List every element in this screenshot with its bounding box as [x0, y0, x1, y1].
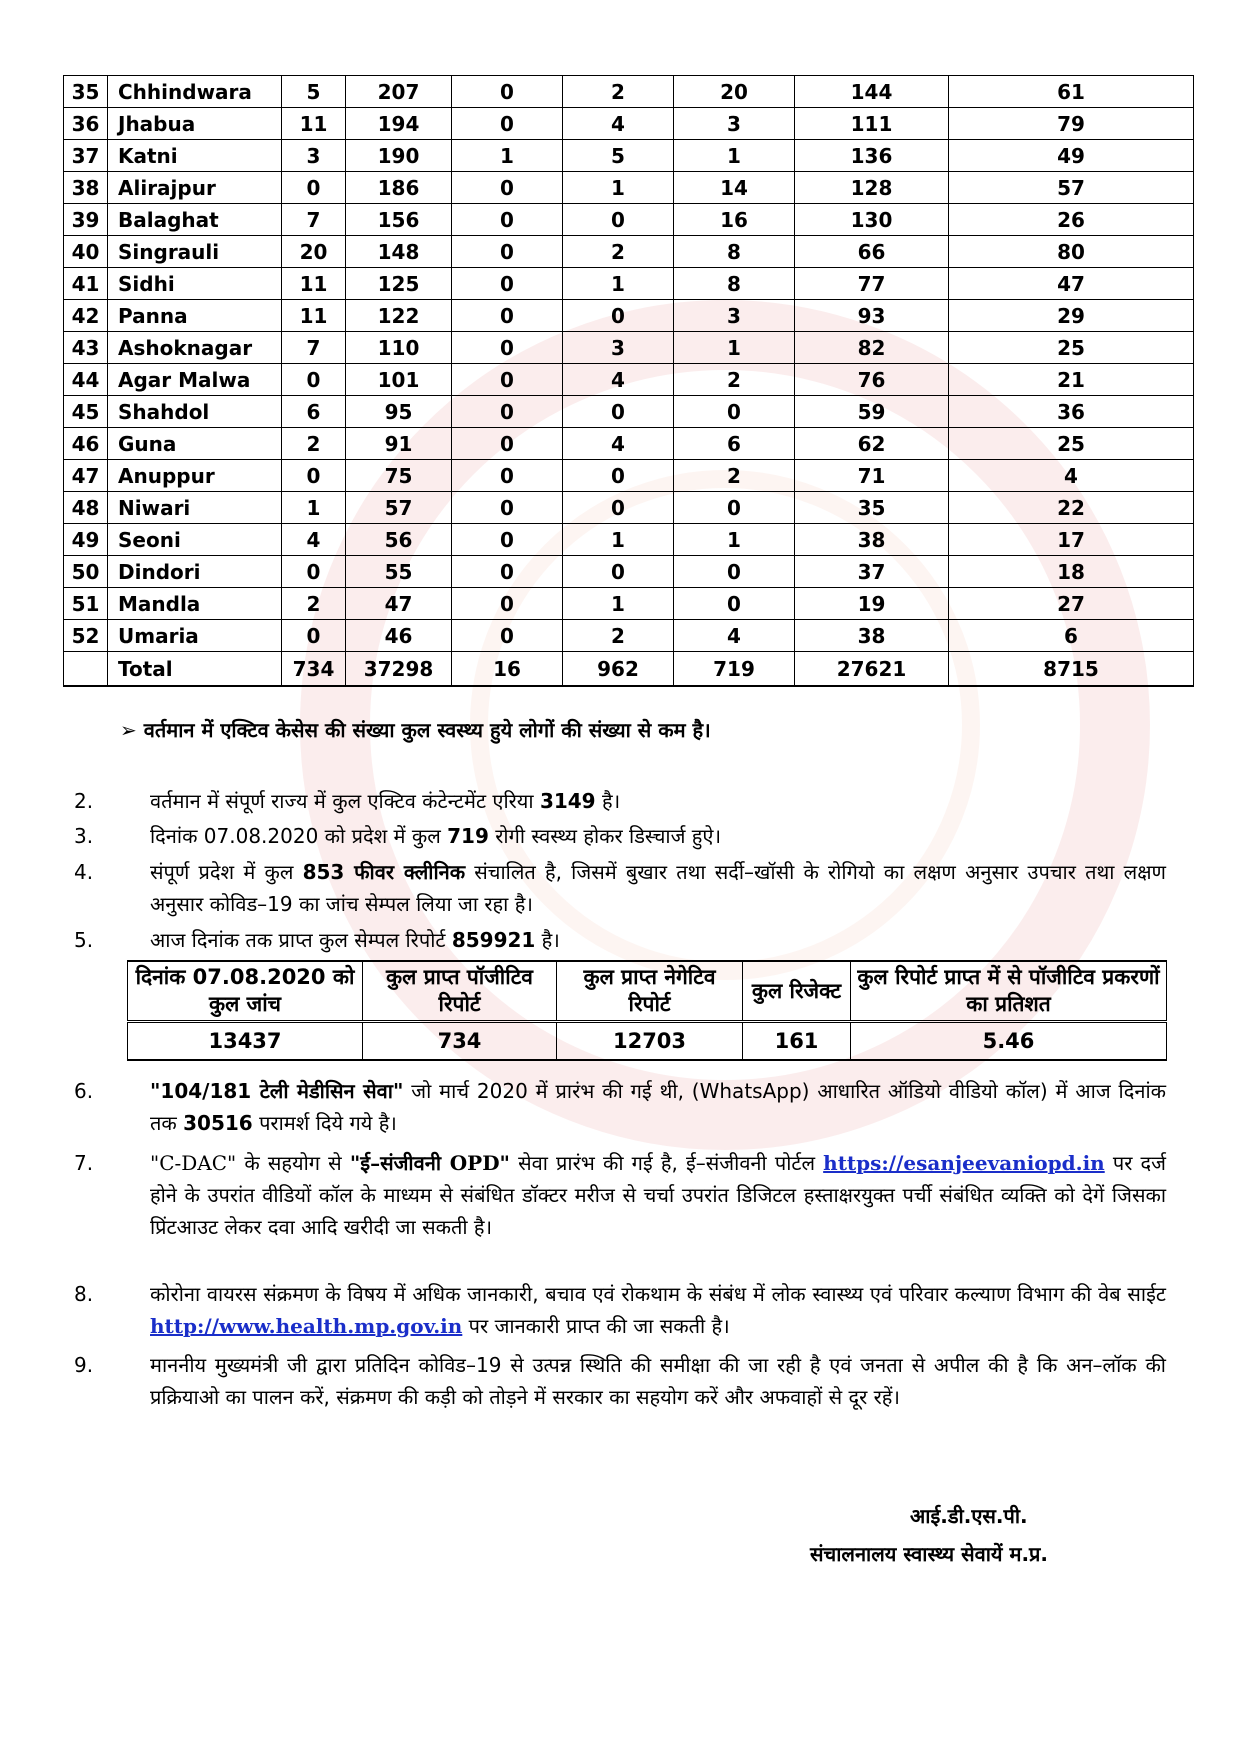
serial-cell: 38 [64, 172, 108, 204]
table-row [64, 76, 1194, 108]
serial-cell: 51 [64, 588, 108, 620]
value-cell: 26 [949, 204, 1194, 236]
serial-cell: 42 [64, 300, 108, 332]
item-text: परामर्श दिये गये है। [252, 1111, 397, 1135]
item-7 [74, 1147, 1174, 1243]
table-row [64, 236, 1194, 268]
item-text: पर दर्ज होने के उपरांत वीडियों कॉल के माध्यम से संबंधित डॉक्टर मरीज से चर्चा उपरांत डिजिटल हस्ताक्षरयुक्त पर्ची संबंधित व्यक्ति को देगें जिसका प्रिंटआउट लेकर दवा आदि खरीदी जा सकती है। [150, 1151, 1166, 1239]
value-cell: 0 [452, 268, 563, 300]
value-cell: 0 [452, 588, 563, 620]
value-cell: 128 [795, 172, 949, 204]
item-8 [74, 1278, 1174, 1342]
item-number: 3. [74, 824, 94, 848]
value-cell: 0 [452, 332, 563, 364]
sample-report-count: 859921 [451, 928, 536, 952]
district-cell: Chhindwara [108, 76, 282, 108]
value-cell: 79 [949, 108, 1194, 140]
value-cell: 71 [795, 460, 949, 492]
value-cell: 0 [674, 492, 795, 524]
item-9 [74, 1349, 1174, 1413]
district-cell: Ashoknagar [108, 332, 282, 364]
item-number: 2. [74, 789, 94, 813]
header-total-tests: दिनांक 07.08.2020 को कुल जांच [128, 961, 363, 1022]
value-cell: 6 [949, 620, 1194, 652]
value-cell: 25 [949, 428, 1194, 460]
value-cell: 0 [452, 460, 563, 492]
value-cell: 0 [452, 524, 563, 556]
cdac-name: "C-DAC" [150, 1151, 237, 1175]
value-cell: 59 [795, 396, 949, 428]
value-cell: 57 [346, 492, 452, 524]
value-cell: 16 [674, 204, 795, 236]
item-number: 9. [74, 1353, 94, 1377]
item-number: 5. [74, 928, 94, 952]
value-rejected: 161 [743, 1022, 851, 1061]
table-row [64, 300, 1194, 332]
value-cell: 0 [563, 300, 674, 332]
value-cell: 37298 [346, 652, 452, 687]
value-cell: 3 [674, 300, 795, 332]
value-cell: 46 [346, 620, 452, 652]
item-text: जो मार्च 2020 में प्रारंभ की गई थी, (WhatsApp) आधारित ऑडियो वीडियो कॉल) में आज दिनांक तक [150, 1079, 1166, 1135]
value-cell: 0 [674, 556, 795, 588]
district-cell: Niwari [108, 492, 282, 524]
value-cell: 0 [452, 172, 563, 204]
value-cell: 4 [674, 620, 795, 652]
serial-cell [64, 652, 108, 687]
serial-cell: 37 [64, 140, 108, 172]
item-text: माननीय मुख्यमंत्री जी द्वारा प्रतिदिन कोविड–19 से उत्पन्न स्थिति की समीक्षा की जा रही है एवं जनता से अपील की है कि अन–लॉक की प्रक्रियाओ का पालन करें, संक्रमण की कड़ी को तोड़ने में सरकार का सहयोग करें और अफवाहों से दूर रहें। [150, 1353, 1166, 1409]
value-cell: 1 [563, 172, 674, 204]
serial-cell: 47 [64, 460, 108, 492]
value-cell: 110 [346, 332, 452, 364]
value-cell: 111 [795, 108, 949, 140]
header-positive: कुल प्राप्त पॉजीटिव रिपोर्ट [363, 961, 557, 1022]
value-cell: 21 [949, 364, 1194, 396]
value-cell: 0 [282, 620, 346, 652]
signature-line-2: संचालनालय स्वास्थ्य सेवायें म.प्र. [810, 1542, 1049, 1566]
district-cell: Agar Malwa [108, 364, 282, 396]
value-cell: 20 [674, 76, 795, 108]
value-cell: 14 [674, 172, 795, 204]
value-cell: 186 [346, 172, 452, 204]
value-cell: 4 [563, 108, 674, 140]
value-cell: 11 [282, 300, 346, 332]
value-cell: 80 [949, 236, 1194, 268]
value-cell: 7 [282, 204, 346, 236]
item-number: 7. [74, 1151, 94, 1175]
item-5 [74, 924, 1174, 956]
value-cell: 20 [282, 236, 346, 268]
district-cell: Dindori [108, 556, 282, 588]
telemedicine-name: "104/181 टेली मेडीसिन सेवा" [150, 1079, 404, 1103]
serial-cell: 50 [64, 556, 108, 588]
value-cell: 136 [795, 140, 949, 172]
district-cell: Guna [108, 428, 282, 460]
district-table [63, 75, 1194, 687]
value-cell: 125 [346, 268, 452, 300]
value-cell: 0 [563, 492, 674, 524]
value-cell: 11 [282, 108, 346, 140]
value-cell: 93 [795, 300, 949, 332]
total-row [64, 652, 1194, 687]
value-cell: 2 [674, 460, 795, 492]
item-4 [74, 856, 1174, 920]
district-cell: Umaria [108, 620, 282, 652]
value-cell: 0 [282, 460, 346, 492]
value-cell: 18 [949, 556, 1194, 588]
item-number: 4. [74, 860, 94, 884]
value-cell: 4 [282, 524, 346, 556]
value-cell: 2 [674, 364, 795, 396]
value-cell: 0 [282, 172, 346, 204]
value-cell: 62 [795, 428, 949, 460]
serial-cell: 52 [64, 620, 108, 652]
district-cell: Katni [108, 140, 282, 172]
value-cell: 0 [452, 396, 563, 428]
serial-cell: 48 [64, 492, 108, 524]
signature-line-1: आई.डी.एस.पी. [910, 1504, 1028, 1528]
value-cell: 0 [452, 556, 563, 588]
value-cell: 0 [452, 364, 563, 396]
value-cell: 4 [949, 460, 1194, 492]
value-cell: 2 [282, 428, 346, 460]
table-row [64, 332, 1194, 364]
value-cell: 130 [795, 204, 949, 236]
esanjeevani-name: "ई–संजीवनी OPD" [349, 1151, 510, 1175]
value-cell: 47 [949, 268, 1194, 300]
district-cell: Singrauli [108, 236, 282, 268]
value-cell: 4 [563, 364, 674, 396]
value-cell: 0 [563, 460, 674, 492]
table-row [64, 460, 1194, 492]
value-cell: 8 [674, 268, 795, 300]
value-cell: 0 [452, 428, 563, 460]
district-cell: Sidhi [108, 268, 282, 300]
value-cell: 57 [949, 172, 1194, 204]
value-cell: 2 [563, 236, 674, 268]
value-cell: 122 [346, 300, 452, 332]
district-cell: Panna [108, 300, 282, 332]
value-cell: 0 [452, 204, 563, 236]
value-cell: 17 [949, 524, 1194, 556]
value-cell: 7 [282, 332, 346, 364]
value-positive: 734 [363, 1022, 557, 1061]
consultation-count: 30516 [183, 1111, 253, 1135]
value-cell: 55 [346, 556, 452, 588]
value-cell: 0 [452, 108, 563, 140]
value-cell: 8715 [949, 652, 1194, 687]
district-cell: Balaghat [108, 204, 282, 236]
value-cell: 962 [563, 652, 674, 687]
value-cell: 101 [346, 364, 452, 396]
value-cell: 38 [795, 524, 949, 556]
serial-cell: 45 [64, 396, 108, 428]
value-cell: 0 [563, 556, 674, 588]
value-cell: 49 [949, 140, 1194, 172]
header-negative: कुल प्राप्त नेगेटिव रिपोर्ट [557, 961, 743, 1022]
table-row [64, 620, 1194, 652]
value-cell: 8 [674, 236, 795, 268]
table-row [64, 396, 1194, 428]
value-cell: 22 [949, 492, 1194, 524]
district-cell: Alirajpur [108, 172, 282, 204]
item-text: पर जानकारी प्राप्त की जा सकती है। [462, 1314, 730, 1338]
item-text: सेवा प्रारंभ की गई है, ई–संजीवनी पोर्टल [509, 1151, 824, 1175]
table-row [64, 108, 1194, 140]
value-cell: 19 [795, 588, 949, 620]
value-cell: 0 [452, 236, 563, 268]
value-cell: 27621 [795, 652, 949, 687]
discharged-count: 719 [447, 824, 489, 848]
serial-cell: 39 [64, 204, 108, 236]
serial-cell: 36 [64, 108, 108, 140]
item-text: कोरोना वायरस संक्रमण के विषय में अधिक जानकारी, बचाव एवं रोकथाम के संबंध में लोक स्वास्थ्य एवं परिवार कल्याण विभाग की वेब साईट [150, 1282, 1166, 1306]
value-cell: 1 [563, 268, 674, 300]
value-cell: 1 [674, 140, 795, 172]
value-cell: 2 [563, 76, 674, 108]
value-cell: 6 [282, 396, 346, 428]
item-number: 8. [74, 1282, 94, 1306]
value-cell: 3 [674, 108, 795, 140]
serial-cell: 46 [64, 428, 108, 460]
table-row [64, 364, 1194, 396]
active-cases-note: ➢ वर्तमान में एक्टिव केसेस की संख्या कुल स्वस्थ्य हुये लोगों की संख्या से कम है। [120, 718, 711, 742]
serial-cell: 40 [64, 236, 108, 268]
table-row [64, 524, 1194, 556]
value-cell: 61 [949, 76, 1194, 108]
table-row [64, 492, 1194, 524]
serial-cell: 44 [64, 364, 108, 396]
value-cell: 3 [282, 140, 346, 172]
containment-count: 3149 [539, 789, 596, 813]
item-2 [74, 785, 1174, 817]
esanjeevani-link[interactable]: https://esanjeevaniopd.in [823, 1151, 1105, 1175]
item-text: आज दिनांक तक प्राप्त कुल सेम्पल रिपोर्ट [150, 928, 452, 952]
item-3 [74, 820, 1174, 852]
value-cell: 734 [282, 652, 346, 687]
item-text: संचालित है, जिसमें बुखार तथा सर्दी–खॉसी के रोगियो का लक्षण अनुसार उपचार तथा लक्षण अनुसार कोविड–19 का जांच सेम्पल लिया जा रहा है। [150, 860, 1167, 916]
table-row [64, 204, 1194, 236]
item-text: दिनांक 07.08.2020 को प्रदेश में कुल [150, 824, 448, 848]
value-positivity: 5.46 [851, 1022, 1167, 1061]
value-cell: 194 [346, 108, 452, 140]
value-cell: 91 [346, 428, 452, 460]
district-cell: Mandla [108, 588, 282, 620]
fever-clinic-count: 853 फीवर क्लीनिक [302, 860, 466, 884]
district-cell: Jhabua [108, 108, 282, 140]
value-cell: 1 [563, 588, 674, 620]
value-cell: 27 [949, 588, 1194, 620]
value-cell: 144 [795, 76, 949, 108]
value-cell: 56 [346, 524, 452, 556]
value-cell: 36 [949, 396, 1194, 428]
table-row [64, 556, 1194, 588]
district-cell: Seoni [108, 524, 282, 556]
value-cell: 1 [674, 524, 795, 556]
district-cell: Total [108, 652, 282, 687]
value-cell: 1 [452, 140, 563, 172]
value-cell: 1 [674, 332, 795, 364]
value-cell: 0 [674, 396, 795, 428]
value-cell: 0 [563, 396, 674, 428]
value-cell: 148 [346, 236, 452, 268]
header-rejected: कुल रिजेक्ट [743, 961, 851, 1022]
value-cell: 76 [795, 364, 949, 396]
serial-cell: 43 [64, 332, 108, 364]
value-cell: 0 [282, 556, 346, 588]
value-cell: 37 [795, 556, 949, 588]
item-text: संपूर्ण प्रदेश में कुल [150, 860, 303, 884]
value-cell: 207 [346, 76, 452, 108]
value-cell: 66 [795, 236, 949, 268]
value-cell: 0 [563, 204, 674, 236]
value-cell: 719 [674, 652, 795, 687]
value-cell: 75 [346, 460, 452, 492]
value-cell: 82 [795, 332, 949, 364]
value-cell: 3 [563, 332, 674, 364]
value-cell: 0 [452, 300, 563, 332]
sample-report-table [127, 960, 1167, 1061]
value-cell: 0 [674, 588, 795, 620]
value-cell: 25 [949, 332, 1194, 364]
table-row [64, 428, 1194, 460]
item-text: वर्तमान में संपूर्ण राज्य में कुल एक्टिव कंटेन्टमेंट एरिया [150, 789, 540, 813]
value-cell: 29 [949, 300, 1194, 332]
value-cell: 156 [346, 204, 452, 236]
value-cell: 95 [346, 396, 452, 428]
value-cell: 0 [452, 620, 563, 652]
value-cell: 190 [346, 140, 452, 172]
item-text: है। [595, 789, 621, 813]
value-cell: 0 [282, 364, 346, 396]
value-cell: 1 [282, 492, 346, 524]
value-cell: 35 [795, 492, 949, 524]
serial-cell: 35 [64, 76, 108, 108]
value-cell: 6 [674, 428, 795, 460]
value-cell: 2 [563, 620, 674, 652]
value-cell: 2 [282, 588, 346, 620]
item-text: रोगी स्वस्थ्य होकर डिस्चार्ज हुऐ। [488, 824, 722, 848]
value-cell: 77 [795, 268, 949, 300]
item-6 [74, 1075, 1174, 1139]
table-row [64, 268, 1194, 300]
value-cell: 47 [346, 588, 452, 620]
value-cell: 4 [563, 428, 674, 460]
district-cell: Shahdol [108, 396, 282, 428]
value-cell: 11 [282, 268, 346, 300]
value-cell: 0 [452, 76, 563, 108]
table-row [64, 172, 1194, 204]
value-negative: 12703 [557, 1022, 743, 1061]
item-number: 6. [74, 1079, 94, 1103]
table-row [64, 140, 1194, 172]
table-row [64, 588, 1194, 620]
value-total-tests: 13437 [128, 1022, 363, 1061]
district-cell: Anuppur [108, 460, 282, 492]
item-text: के सहयोग से [236, 1151, 350, 1175]
serial-cell: 41 [64, 268, 108, 300]
value-cell: 5 [563, 140, 674, 172]
value-cell: 16 [452, 652, 563, 687]
header-positivity: कुल रिपोर्ट प्राप्त में से पॉजीटिव प्रकरणों का प्रतिशत [851, 961, 1167, 1022]
value-cell: 0 [452, 492, 563, 524]
serial-cell: 49 [64, 524, 108, 556]
value-cell: 5 [282, 76, 346, 108]
value-cell: 38 [795, 620, 949, 652]
item-text: है। [535, 928, 560, 952]
value-cell: 1 [563, 524, 674, 556]
health-website-link[interactable]: http://www.health.mp.gov.in [150, 1314, 463, 1338]
